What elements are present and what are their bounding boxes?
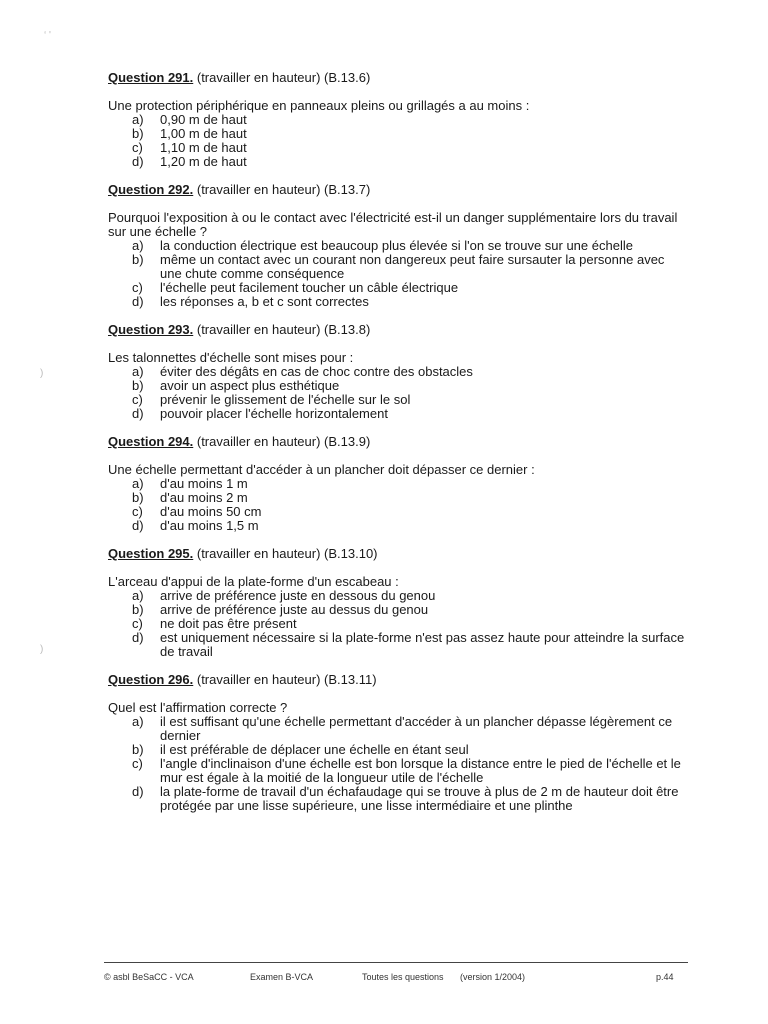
question-header bbox=[108, 546, 688, 561]
answer-text: d'au moins 2 m bbox=[160, 490, 248, 505]
answer-letter: d) bbox=[132, 784, 144, 799]
answer-list bbox=[108, 589, 688, 659]
footer-page-number: p.44 bbox=[656, 972, 674, 982]
answer-text: d'au moins 50 cm bbox=[160, 504, 262, 519]
answer-letter: d) bbox=[132, 294, 144, 309]
question-header bbox=[108, 322, 688, 337]
answer-a bbox=[108, 239, 688, 253]
answer-b bbox=[108, 253, 688, 281]
answer-text: la plate-forme de travail d'un échafaudage qui se trouve à plus de 2 m de hauteur doit être protégée par une lisse supérieure, une lisse intermédiaire et une plinthe bbox=[160, 784, 679, 813]
footer-exam: Examen B-VCA bbox=[250, 972, 314, 982]
answer-list bbox=[108, 477, 688, 533]
answer-letter: a) bbox=[132, 476, 144, 491]
question-number: Question 296. bbox=[108, 672, 194, 687]
question-number: Question 295. bbox=[108, 546, 194, 561]
answer-text: d'au moins 1,5 m bbox=[160, 518, 259, 533]
footer-version: (version 1/2004) bbox=[460, 972, 526, 982]
answer-text: les réponses a, b et c sont correctes bbox=[160, 294, 369, 309]
answer-text: 0,90 m de haut bbox=[160, 112, 247, 127]
question-294 bbox=[108, 434, 688, 533]
answer-letter: c) bbox=[132, 616, 143, 631]
answer-list bbox=[108, 715, 688, 813]
answer-a bbox=[108, 477, 688, 491]
answer-c bbox=[108, 281, 688, 295]
answer-text: l'échelle peut facilement toucher un câble électrique bbox=[160, 280, 459, 295]
question-header bbox=[108, 434, 688, 449]
answer-b bbox=[108, 743, 688, 757]
question-295 bbox=[108, 546, 688, 659]
question-list bbox=[108, 70, 688, 813]
answer-letter: a) bbox=[132, 112, 144, 127]
question-tags: (travailler en hauteur) (B.13.6) bbox=[193, 70, 371, 85]
answer-letter: a) bbox=[132, 714, 144, 729]
answer-d bbox=[108, 407, 688, 421]
footer-collection: Toutes les questions bbox=[362, 972, 444, 982]
answer-text: avoir un aspect plus esthétique bbox=[160, 378, 340, 393]
question-tags: (travailler en hauteur) (B.13.8) bbox=[193, 322, 371, 337]
answer-text: est uniquement nécessaire si la plate-forme n'est pas assez haute pour atteindre la surface de travail bbox=[160, 630, 685, 659]
answer-text: la conduction électrique est beaucoup plus élevée si l'on se trouve sur une échelle bbox=[160, 238, 633, 253]
question-tags: (travailler en hauteur) (B.13.10) bbox=[193, 546, 378, 561]
answer-list bbox=[108, 113, 688, 169]
answer-text: il est suffisant qu'une échelle permettant d'accéder à un plancher dépasse légèrement ce dernier bbox=[160, 714, 673, 743]
answer-text: prévenir le glissement de l'échelle sur le sol bbox=[160, 392, 411, 407]
answer-text: éviter des dégâts en cas de choc contre des obstacles bbox=[160, 364, 473, 379]
scan-mark: ) bbox=[40, 644, 44, 655]
answer-text: arrive de préférence juste en dessous du genou bbox=[160, 588, 436, 603]
answer-b bbox=[108, 603, 688, 617]
answer-letter: c) bbox=[132, 392, 143, 407]
question-header bbox=[108, 672, 688, 687]
scan-mark: ‘ ' bbox=[44, 30, 51, 41]
answer-a bbox=[108, 365, 688, 379]
answer-a bbox=[108, 715, 688, 743]
answer-text: ne doit pas être présent bbox=[160, 616, 297, 631]
question-number: Question 294. bbox=[108, 434, 194, 449]
answer-c bbox=[108, 141, 688, 155]
answer-text: même un contact avec un courant non dangereux peut faire sursauter la personne avec une chute comme conséquence bbox=[160, 252, 665, 281]
answer-d bbox=[108, 295, 688, 309]
answer-c bbox=[108, 617, 688, 631]
question-292 bbox=[108, 182, 688, 309]
question-tags: (travailler en hauteur) (B.13.9) bbox=[193, 434, 371, 449]
answer-text: l'angle d'inclinaison d'une échelle est bon lorsque la distance entre le pied de l'échelle et le mur est égale à la moitié de la longueur utile de l'échelle bbox=[160, 756, 681, 785]
question-header bbox=[108, 70, 688, 85]
question-header bbox=[108, 182, 688, 197]
question-prompt: Une protection périphérique en panneaux pleins ou grillagés a au moins : bbox=[108, 98, 530, 113]
question-prompt: Quel est l'affirmation correcte ? bbox=[108, 700, 288, 715]
answer-letter: d) bbox=[132, 518, 144, 533]
answer-d bbox=[108, 785, 688, 813]
answer-letter: b) bbox=[132, 490, 144, 505]
answer-letter: c) bbox=[132, 756, 143, 771]
question-prompt: L'arceau d'appui de la plate-forme d'un escabeau : bbox=[108, 574, 399, 589]
answer-letter: d) bbox=[132, 154, 144, 169]
answer-d bbox=[108, 519, 688, 533]
answer-letter: b) bbox=[132, 602, 144, 617]
answer-c bbox=[108, 505, 688, 519]
answer-text: pouvoir placer l'échelle horizontalement bbox=[160, 406, 388, 421]
answer-list bbox=[108, 365, 688, 421]
answer-text: d'au moins 1 m bbox=[160, 476, 248, 491]
answer-text: il est préférable de déplacer une échelle en étant seul bbox=[160, 742, 469, 757]
footer-divider bbox=[104, 962, 688, 963]
question-prompt: Pourquoi l'exposition à ou le contact avec l'électricité est-il un danger supplémentaire lors du travail sur une échelle ? bbox=[108, 210, 678, 239]
answer-letter: c) bbox=[132, 140, 143, 155]
answer-d bbox=[108, 631, 688, 659]
answer-b bbox=[108, 127, 688, 141]
question-number: Question 291. bbox=[108, 70, 194, 85]
answer-letter: b) bbox=[132, 126, 144, 141]
answer-a bbox=[108, 589, 688, 603]
answer-text: 1,20 m de haut bbox=[160, 154, 247, 169]
answer-letter: a) bbox=[132, 588, 144, 603]
question-tags: (travailler en hauteur) (B.13.11) bbox=[193, 672, 377, 687]
answer-letter: d) bbox=[132, 630, 144, 645]
scan-mark: ) bbox=[40, 368, 44, 379]
question-296 bbox=[108, 672, 688, 813]
question-prompt: Une échelle permettant d'accéder à un plancher doit dépasser ce dernier : bbox=[108, 462, 535, 477]
answer-d bbox=[108, 155, 688, 169]
answer-letter: b) bbox=[132, 252, 144, 267]
question-number: Question 293. bbox=[108, 322, 194, 337]
answer-text: arrive de préférence juste au dessus du genou bbox=[160, 602, 429, 617]
answer-letter: b) bbox=[132, 742, 144, 757]
answer-letter: c) bbox=[132, 280, 143, 295]
footer-copyright: © asbl BeSaCC - VCA bbox=[104, 972, 194, 982]
answer-b bbox=[108, 491, 688, 505]
answer-letter: a) bbox=[132, 364, 144, 379]
question-293 bbox=[108, 322, 688, 421]
answer-c bbox=[108, 757, 688, 785]
answer-list bbox=[108, 239, 688, 309]
answer-letter: b) bbox=[132, 378, 144, 393]
answer-text: 1,00 m de haut bbox=[160, 126, 247, 141]
question-prompt: Les talonnettes d'échelle sont mises pour : bbox=[108, 350, 354, 365]
answer-letter: a) bbox=[132, 238, 144, 253]
answer-b bbox=[108, 379, 688, 393]
answer-c bbox=[108, 393, 688, 407]
question-number: Question 292. bbox=[108, 182, 194, 197]
question-tags: (travailler en hauteur) (B.13.7) bbox=[193, 182, 371, 197]
answer-a bbox=[108, 113, 688, 127]
answer-letter: c) bbox=[132, 504, 143, 519]
question-291 bbox=[108, 70, 688, 169]
answer-text: 1,10 m de haut bbox=[160, 140, 247, 155]
answer-letter: d) bbox=[132, 406, 144, 421]
